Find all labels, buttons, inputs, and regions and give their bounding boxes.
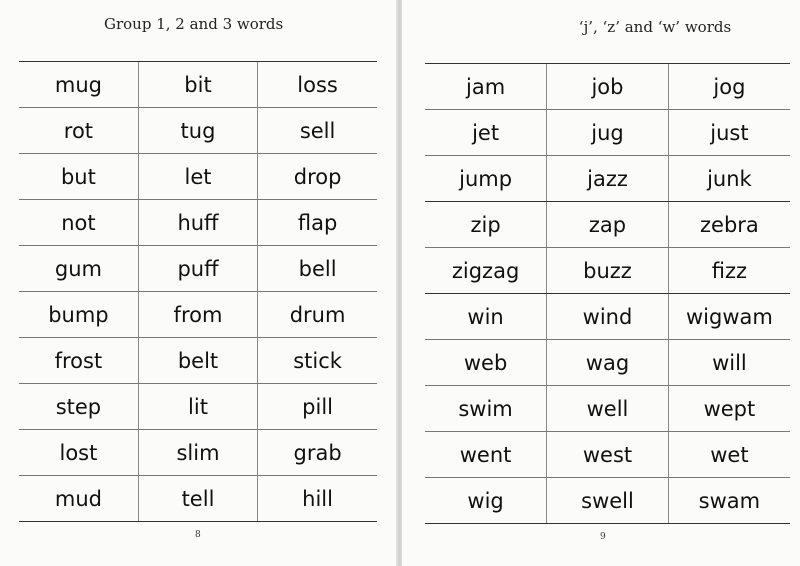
word-cell: swell [547, 478, 669, 524]
word-cell: pill [258, 384, 377, 430]
word-cell: well [547, 386, 669, 432]
table-row [19, 292, 377, 338]
word-cell: lost [19, 430, 138, 476]
word-cell: went [425, 432, 547, 478]
word-cell: flap [258, 200, 377, 246]
table-row [19, 476, 377, 522]
table-row [19, 200, 377, 246]
table-row [425, 294, 790, 340]
word-cell: let [138, 154, 257, 200]
word-cell: lit [138, 384, 257, 430]
word-cell: jump [425, 156, 547, 202]
word-cell: stick [258, 338, 377, 384]
table-row [19, 384, 377, 430]
word-cell: bump [19, 292, 138, 338]
table-row [19, 154, 377, 200]
table-row [425, 386, 790, 432]
word-cell: wag [547, 340, 669, 386]
word-cell: web [425, 340, 547, 386]
word-cell: zip [425, 202, 547, 248]
left-page [0, 0, 398, 566]
table-row [19, 338, 377, 384]
word-cell: win [425, 294, 547, 340]
table-row [425, 202, 790, 248]
table-row [425, 64, 790, 110]
word-cell: bit [138, 62, 257, 108]
table-row [19, 430, 377, 476]
left-page-title: Group 1, 2 and 3 words [104, 15, 284, 33]
word-cell: sell [258, 108, 377, 154]
word-cell: just [668, 110, 790, 156]
word-cell: rot [19, 108, 138, 154]
word-cell: tell [138, 476, 257, 522]
word-cell: belt [138, 338, 257, 384]
word-cell: puff [138, 246, 257, 292]
table-row [425, 248, 790, 294]
table-row [19, 108, 377, 154]
table-row [425, 156, 790, 202]
table-row [425, 478, 790, 524]
word-cell: fizz [668, 248, 790, 294]
word-cell: job [547, 64, 669, 110]
word-cell: jet [425, 110, 547, 156]
word-cell: swam [668, 478, 790, 524]
word-cell: zigzag [425, 248, 547, 294]
right-word-table [425, 63, 790, 524]
word-cell: wig [425, 478, 547, 524]
word-cell: slim [138, 430, 257, 476]
word-cell: wept [668, 386, 790, 432]
left-word-table [19, 61, 377, 522]
word-cell: gum [19, 246, 138, 292]
word-cell: frost [19, 338, 138, 384]
right-page-title: ‘j’, ‘z’ and ‘w’ words [578, 18, 732, 36]
table-row [19, 62, 377, 108]
word-cell: west [547, 432, 669, 478]
word-cell: zebra [668, 202, 790, 248]
word-cell: zap [547, 202, 669, 248]
word-cell: huff [138, 200, 257, 246]
word-cell: mug [19, 62, 138, 108]
table-row [19, 246, 377, 292]
word-cell: drum [258, 292, 377, 338]
word-cell: from [138, 292, 257, 338]
word-cell: but [19, 154, 138, 200]
word-cell: tug [138, 108, 257, 154]
word-cell: not [19, 200, 138, 246]
table-row [425, 340, 790, 386]
page-number: 8 [195, 530, 201, 540]
right-page [402, 0, 800, 566]
word-cell: buzz [547, 248, 669, 294]
table-row [425, 432, 790, 478]
word-cell: swim [425, 386, 547, 432]
word-cell: step [19, 384, 138, 430]
word-cell: loss [258, 62, 377, 108]
word-cell: mud [19, 476, 138, 522]
word-cell: bell [258, 246, 377, 292]
word-cell: will [668, 340, 790, 386]
page-number: 9 [600, 532, 606, 542]
word-cell: hill [258, 476, 377, 522]
word-cell: jam [425, 64, 547, 110]
word-cell: jug [547, 110, 669, 156]
word-cell: drop [258, 154, 377, 200]
word-cell: junk [668, 156, 790, 202]
word-cell: wind [547, 294, 669, 340]
word-cell: wigwam [668, 294, 790, 340]
word-cell: grab [258, 430, 377, 476]
word-cell: wet [668, 432, 790, 478]
table-row [425, 110, 790, 156]
word-cell: jazz [547, 156, 669, 202]
word-cell: jog [668, 64, 790, 110]
